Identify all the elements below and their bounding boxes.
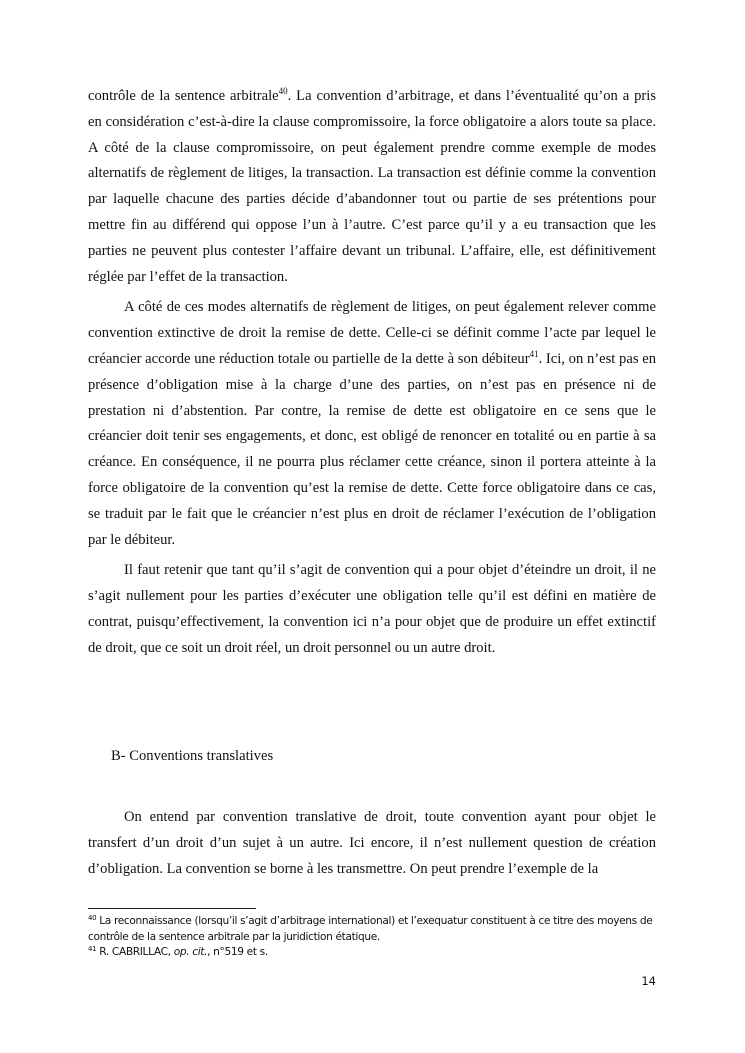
footnote-text-post: , n°519 et s. (207, 946, 268, 958)
body-text-block-2 (88, 805, 656, 882)
paragraph-1-text-b: . La convention d’arbitrage, et dans l’éventualité qu’on a pris en considération c’est-à-dire la clause compromissoire, la force obligatoire a alors toute sa place. A côté de la clause compromissoire, on peut également prendre comme exemple de modes alternatifs de règlement de litiges, la transaction. La transaction est définie comme la convention par laquelle chacune des parties décide d’abandonner tout ou partie de ses prétentions pour mettre fin au différend qui oppose l’un à l’autre. C’est parce qu’il y a eu transaction que les parties ne peuvent plus contester l’affaire devant un tribunal. L’affaire, elle, est définitivement réglée par l’effet de la transaction. (88, 88, 656, 285)
paragraph-3: Il faut retenir que tant qu’il s’agit de convention qui a pour objet d’éteindre un droit, il ne s’agit nullement pour les parties d’exécuter une obligation telle qu’il est défini en matière de contrat, puisqu’effectivement, la convention ici n’a pour objet que de produire un effet extinctif de droit, que ce soit un droit réel, un droit personnel ou un autre droit. (88, 562, 656, 656)
footnote-text-italic: op. cit. (173, 946, 208, 958)
footnote-text: La reconnaissance (lorsqu’il s’agit d’arbitrage international) et l’exequatur constituent à ce titre des moyens de contrôle de la sentence arbitrale par la juridiction étatique. (88, 915, 653, 943)
footnote-ref-40: 40 (278, 86, 288, 96)
paragraph-2 (88, 295, 656, 553)
paragraph-4: On entend par convention translative de droit, toute convention ayant pour objet le transfert d’un droit d’un sujet à un autre. Ici encore, il n’est nullement question de création d’obligation. La convention se borne à les transmettre. On peut prendre l’exemple de la (88, 809, 656, 877)
body-text-block (88, 84, 656, 667)
footnote-41 (88, 945, 660, 961)
footnote-text-pre: R. CABRILLAC, (96, 946, 174, 958)
footnotes (88, 914, 660, 961)
footnote-number: 40 (88, 914, 97, 922)
footnote-separator (88, 908, 256, 909)
footnote-40 (88, 914, 660, 945)
footnote-number: 41 (88, 945, 97, 953)
section-heading: B- Conventions translatives (111, 748, 274, 764)
paragraph-1 (88, 84, 656, 290)
paragraph-2-text-a: A côté de ces modes alternatifs de règlement de litiges, on peut également relever comme convention extinctive de droit la remise de dette. Celle-ci se définit comme l’acte par lequel le créancier accorde une réduction totale ou partielle de la dette à son débiteur (88, 299, 656, 367)
paragraph-2-text-b: . Ici, on n’est pas en présence d’obligation mise à la charge d’une des parties, on n’est pas en présence ni de prestation ni d’abstention. Par contre, la remise de dette est obligatoire en ce sens que le créancier doit tenir ses engagements, et donc, est obligé de renoncer en totalité ou en partie à sa créance. En conséquence, il ne pourra plus réclamer cette créance, sinon il portera atteinte à la force obligatoire de la convention qu’est la remise de dette. Cette force obligatoire dans ce cas, se traduit par le fait que le créancier n’est plus en droit de réclamer l’exécution de l’obligation par le débiteur. (88, 350, 656, 548)
paragraph-1-text-a: contrôle de la sentence arbitrale (88, 88, 279, 104)
footnote-ref-41: 41 (529, 348, 539, 359)
page-number: 14 (641, 974, 656, 988)
